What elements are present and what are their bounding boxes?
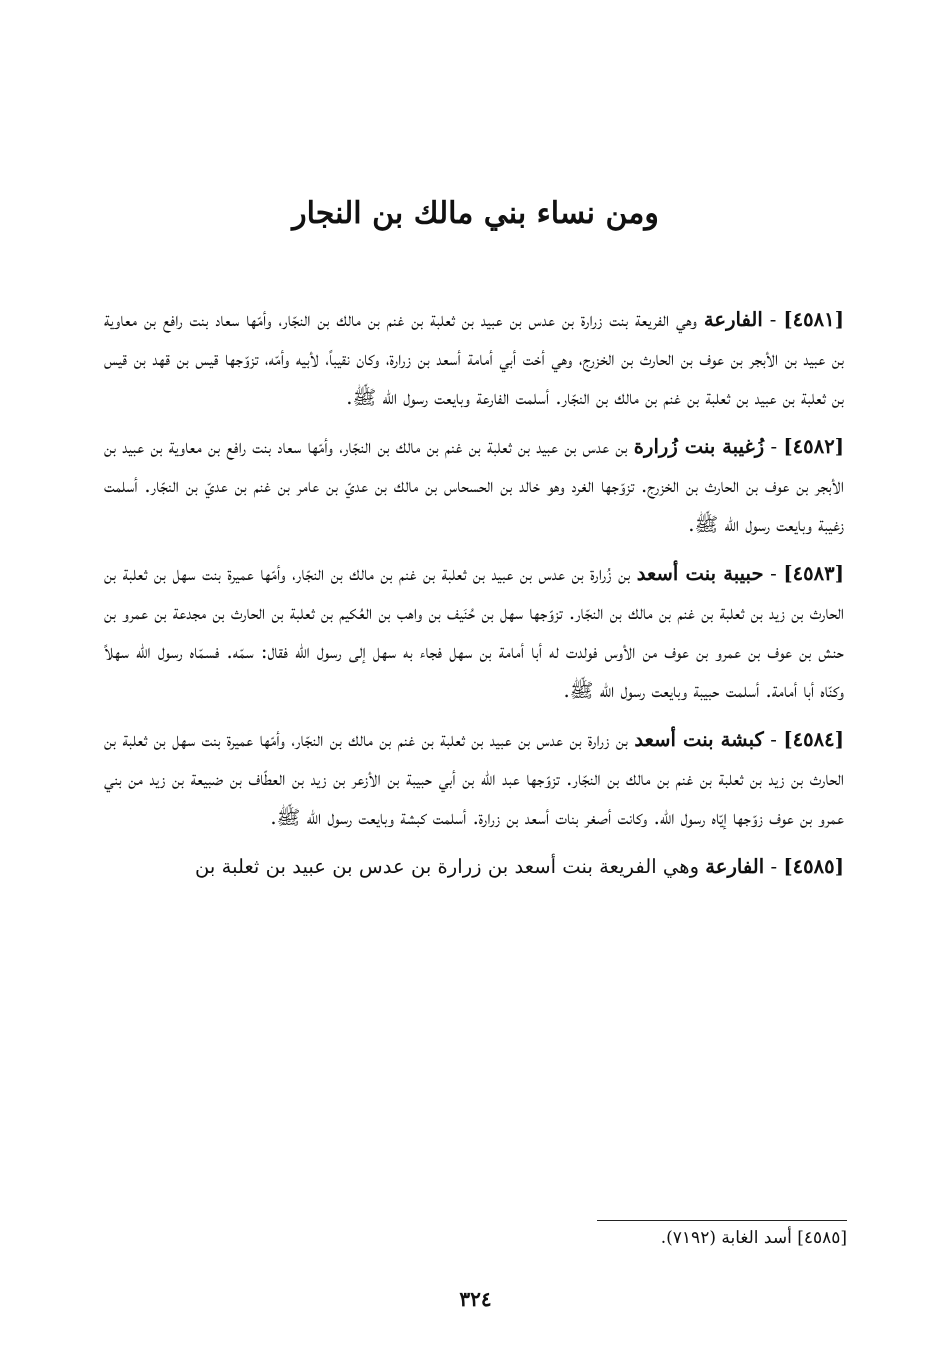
entry-number: [٤٥٨١]: [783, 308, 844, 331]
footnote-divider: [597, 1220, 847, 1221]
entry-text: بن زُرارة بن عدس بن عبيد بن ثعلبة بن غنم بن مالك بن النجّار، وأمّها عميرة بنت سهل بن ثعلبة بن الحارث بن زيد بن ثعلبة بن غنم بن مالك بن النجّار. تزوّجها سهل بن حُنَيف بن واهب بن العُكيم بن ثعلبة بن الحارث بن مجدعة بن عمرو بن حنش بن عوف بن عمرو بن عوف من الأوس فولدت له أبا أمامة بن سهل فجاء به سهل إلى رسول الله فقال: سمّه. فسمّاه رسول الله سهلاً وكنّاه أبا أمامة. أسلمت حبيبة وبايعت رسول الله ﷺ.: [104, 562, 844, 702]
entry-number: [٤٥٨٤]: [783, 728, 844, 751]
page-number: ٣٢٤: [459, 1287, 492, 1311]
entry-name: الفارعة: [705, 855, 765, 878]
entry-number: [٤٥٨٥]: [783, 855, 844, 878]
entry-dash: -: [770, 435, 778, 458]
chapter-title: ومن نساء بني مالك بن النجار: [292, 196, 659, 231]
entry-4582: [104, 427, 844, 544]
entry-4584: [104, 720, 844, 837]
entry-text: بن عدس بن عبيد بن ثعلبة بن غنم بن مالك بن النجّار، وأمّها سعاد بنت رافع بن معاوية بن عبيد بن الأبجر بن عوف بن الحارث بن الخزرج. تزوّجها الغرد وهو خالد بن الحسحاس بن مالك بن عديّ بن عامر بن غنم بن عديّ بن النجّار. أسلمت زغيبة وبايعت رسول الله ﷺ.: [104, 435, 844, 536]
entry-text: وهي الفريعة بنت أسعد بن زرارة بن عدس بن عبيد بن ثعلبة بن: [194, 855, 700, 878]
entry-name: حبيبة بنت أسعد: [636, 562, 764, 585]
entry-text: بن زرارة بن عدس بن عبيد بن ثعلبة بن غنم بن مالك بن النجّار، وأمّها عميرة بنت سهل بن ثعلبة بن الحارث بن زيد بن ثعلبة بن غنم بن مالك بن النجّار. تزوّجها عبد الله بن أبي حبيبة بن الأزعر بن زيد بن العطّاف بن ضبيعة بن زيد من بني عمرو بن عوف زوّجها إيّاه رسول الله. وكانت أصغر بنات أسعد بن زرارة. أسلمت كبشة وبايعت رسول الله ﷺ.: [104, 728, 844, 829]
entry-name: كبشة بنت أسعد: [634, 728, 764, 751]
entry-number: [٤٥٨٢]: [783, 435, 845, 458]
entry-dash: -: [769, 308, 777, 331]
footnote: [٤٥٨٥] أسد الغابة (٧١٩٢).: [660, 1228, 847, 1248]
entry-name: الفارعة: [703, 308, 763, 331]
entry-4585: [104, 847, 844, 886]
entry-text: وهي الفريعة بنت زرارة بن عدس بن عبيد بن ثعلبة بن غنم بن مالك بن النجّار، وأمّها سعاد بنت رافع بن معاوية بن عبيد بن الأبجر بن عوف بن الحارث بن الخزرج، وهي أخت أبي أمامة أسعد بن زرارة، وكان نقيباً، لأبيه وأمّه، تزوّجها قيس بن قهد بن قيس بن ثعلبة بن عبيد بن ثعلبة بن غنم بن مالك بن النجّار. أسلمت الفارعة وبايعت رسول الله ﷺ.: [104, 308, 844, 409]
entry-4583: [104, 554, 844, 710]
entry-name: زُغيبة بنت زُرارة: [633, 435, 765, 458]
entry-dash: -: [770, 855, 778, 878]
entries-list: [104, 300, 844, 886]
entry-dash: -: [770, 562, 777, 585]
entry-dash: -: [770, 728, 777, 751]
entry-number: [٤٥٨٣]: [783, 562, 844, 585]
entry-4581: [104, 300, 844, 417]
